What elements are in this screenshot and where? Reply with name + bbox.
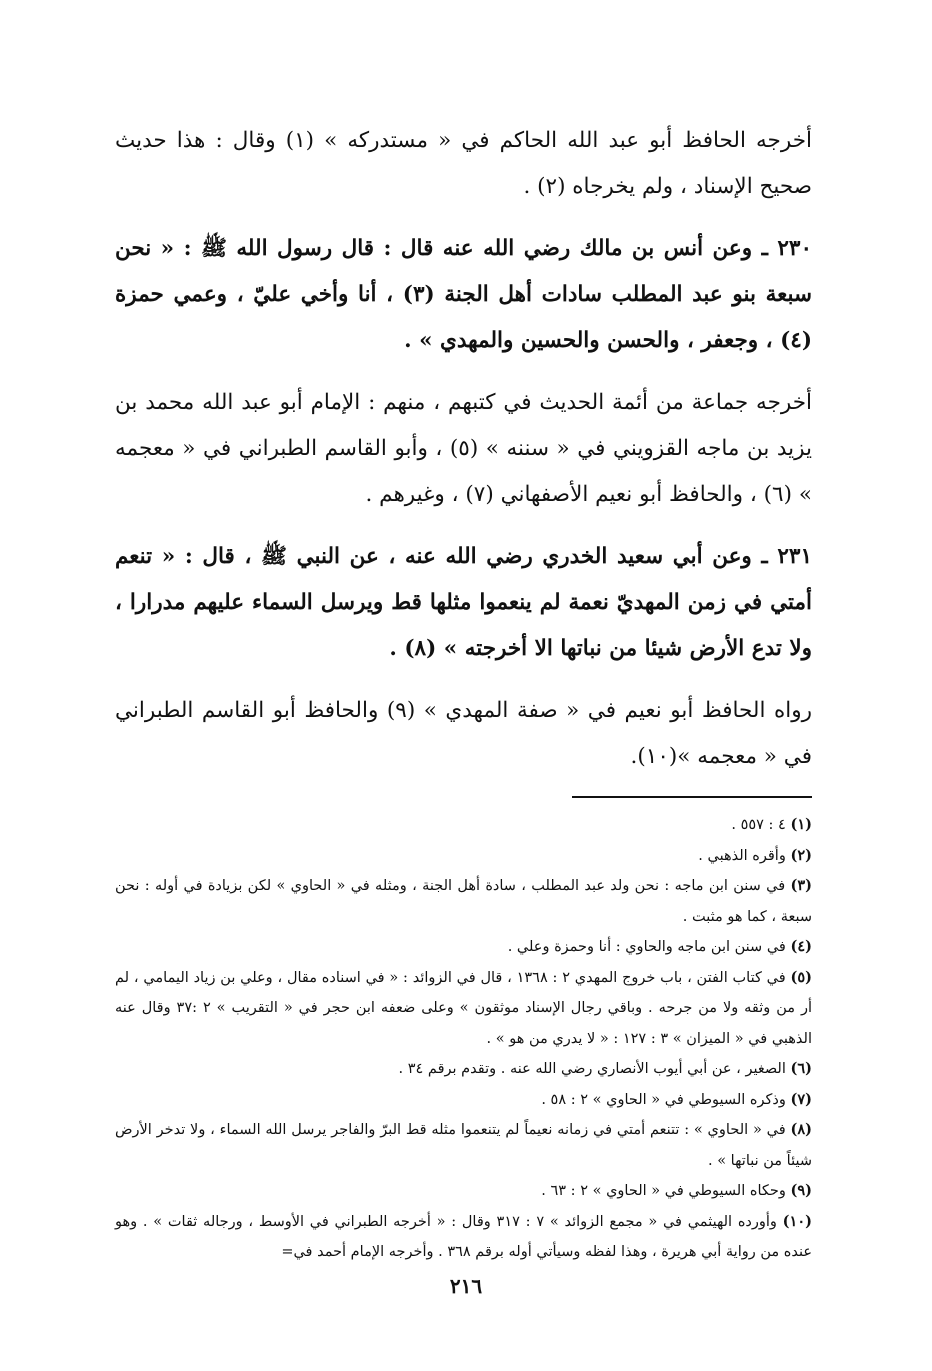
footnote-7: (٧) وذكره السيوطي في « الحاوي » ٢ : ٥٨ . <box>541 1090 812 1108</box>
page-number: ٢١٦ <box>449 1274 483 1298</box>
paragraph-5: رواه الحافظ أبو نعيم في « صفة المهدي » (٩) والحافظ أبو القاسم الطبراني في « معجمه »(١٠). <box>115 698 812 769</box>
footnote-4: (٤) في سنن ابن ماجه والحاوي : أنا وحمزة وعلي . <box>507 938 812 955</box>
paragraph-3: أخرجه جماعة من أئمة الحديث في كتبهم ، منهم : الإمام أبو عبد الله محمد بن يزيد بن ماجه القزويني في « سننه » (٥) ، وأبو القاسم الطبراني في « معجمه » (٦) ، والحافظ أبو نعيم الأصفهاني (٧) ، وغيرهم . <box>115 390 812 507</box>
hadith-230: ٢٣٠ ـ وعن أنس بن مالك رضي الله عنه قال : قال رسول الله ﷺ : « نحن سبعة بنو عبد المطلب سادات أهل الجنة (٣) ، أنا وأخي عليّ ، وعمي حمزة (٤) ، وجعفر ، والحسن والحسين والمهدي » . <box>115 236 812 353</box>
paragraph-1: أخرجه الحافظ أبو عبد الله الحاكم في « مستدركه » (١) وقال : هذا حديث صحيح الإسناد ، ولم يخرجاه (٢) . <box>115 128 812 199</box>
footnote-10: (١٠) وأورده الهيثمي في « مجمع الزوائد » ٧ : ٣١٧ وقال : « أخرجه الطبراني في الأوسط ، ورجاله ثقات » . وهو عنده من رواية أبي هريرة ، وهذا لفظه وسيأتي أوله برقم ٣٦٨ . وأخرجه الإمام أحمد في= <box>115 1212 812 1260</box>
footnote-5: (٥) في كتاب الفتن ، باب خروج المهدي ٢ : ١٣٦٨ ، قال في الزوائد : « في اسناده مقال ، وعلي بن زياد اليمامي ، لم أر من وثقه ولا من جرحه . وباقي رجال الإسناد موثقون » وعلى ضعفه ابن حجر في « التقريب » ٢ :٣٧ وقال عنه الذهبي في « الميزان » ٣ : ١٢٧ : « لا يدري من هو » . <box>115 968 813 1047</box>
footnote-9: (٩) وحكاه السيوطي في « الحاوي » ٢ : ٦٣ . <box>541 1182 812 1199</box>
footnote-6: (٦) الصغير ، عن أبي أيوب الأنصاري رضي الله عنه . وتقدم برقم ٣٤ . <box>398 1060 812 1077</box>
footnote-3: (٣) في سنن ابن ماجه : نحن ولد عبد المطلب ، سادة أهل الجنة ، ومثله في « الحاوي » لكن بزيادة في أوله : نحن سبعة ، كما هو مثبت . <box>115 877 813 925</box>
hadith-231: ٢٣١ ـ وعن أبي سعيد الخدري رضي الله عنه ، عن النبي ﷺ ، قال : « تنعم أمتي في زمن المهديّ نعمة لم ينعموا مثلها قط ويرسل السماء عليهم مدرارا ، ولا تدع الأرض شيئا من نباتها الا أخرجته » (٨) . <box>115 544 812 661</box>
footnote-2: (٢) وأقره الذهبي . <box>698 846 812 864</box>
footnote-8: (٨) في « الحاوي » : تتنعم أمتي في زمانه نعيماً لم يتنعموا مثله قط البرّ والفاجر يرسل الله السماء ، ولا تدخر الأرض شيئاً من نباتها » . <box>115 1121 813 1169</box>
footnote-1: (١) ٤ : ٥٥٧ . <box>731 816 812 833</box>
page-body <box>115 118 812 1268</box>
footnotes <box>115 810 812 1268</box>
footnote-separator <box>572 796 812 798</box>
